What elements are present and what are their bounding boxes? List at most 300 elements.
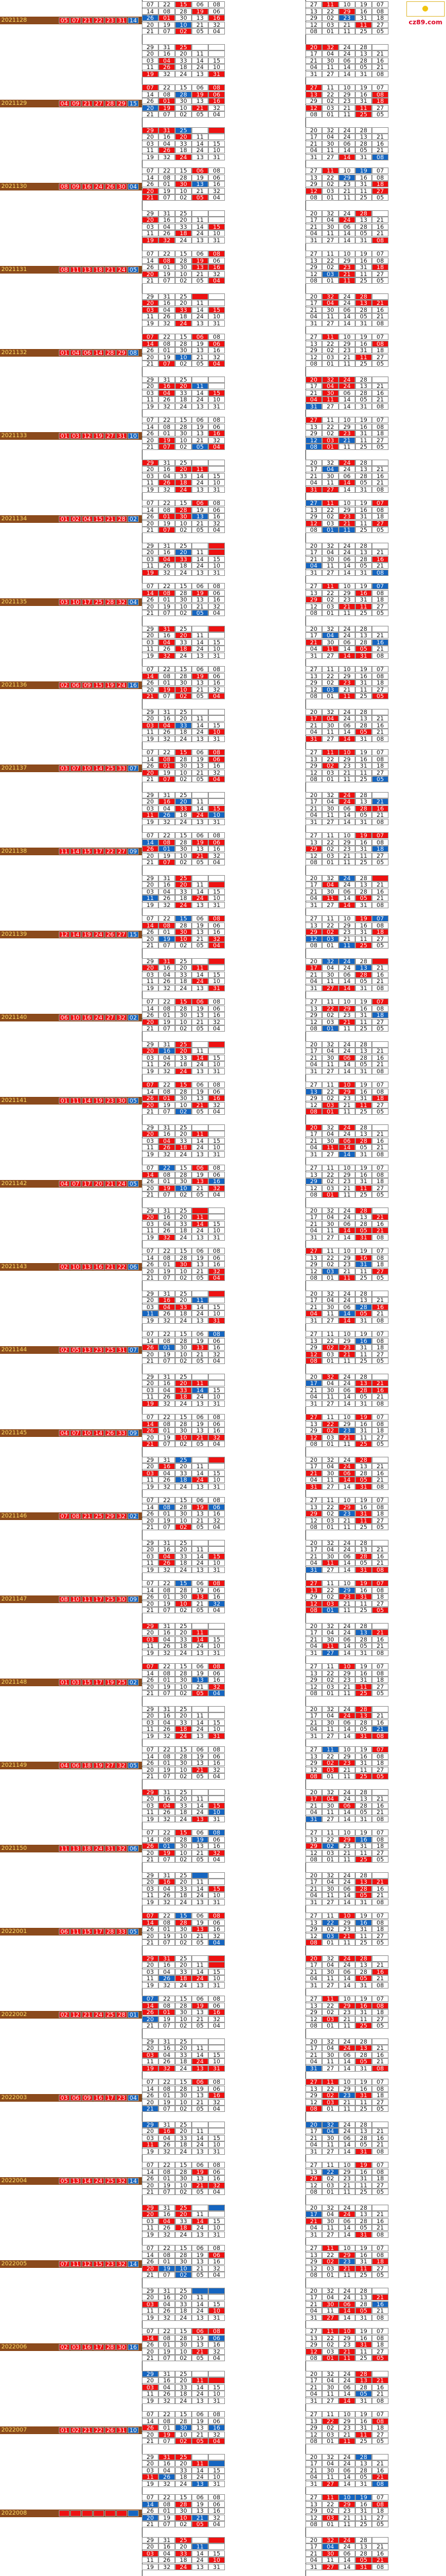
trend-cell: 27 xyxy=(305,2079,322,2085)
trend-cell: 21 xyxy=(192,22,208,28)
trend-cell: 13 xyxy=(355,549,372,555)
trend-cell: 08 xyxy=(158,2086,175,2092)
trend-cell: 21 xyxy=(339,1767,355,1773)
trend-cell: 08 xyxy=(372,1338,388,1344)
trend-cell: 14 xyxy=(339,147,355,153)
trend-cell: 21 xyxy=(339,1102,355,1108)
trend-cell: 02 xyxy=(322,1760,339,1766)
trend-cell: 28 xyxy=(175,1421,192,1427)
issue-label[interactable]: 2022005 xyxy=(0,2260,58,2268)
issue-label[interactable]: 2022007 xyxy=(0,2426,58,2434)
trend-cell: 05 xyxy=(372,1025,388,1032)
trend-cell: 13 xyxy=(355,2460,372,2467)
trend-cell: 21 xyxy=(305,1553,322,1560)
trend-cell: 22 xyxy=(322,1670,339,1677)
trend-cell: 13 xyxy=(355,1048,372,1054)
trend-cell xyxy=(192,376,208,383)
trend-cell: 19 xyxy=(192,258,208,264)
issue-label[interactable]: 2021134 xyxy=(0,515,58,523)
trend-cell: 11 xyxy=(322,1477,339,1483)
issue-label[interactable]: 2021139 xyxy=(0,931,58,938)
trend-cell: 32 xyxy=(158,1733,175,1739)
trend-cell xyxy=(208,2038,225,2045)
trend-cell: 20 xyxy=(175,2211,192,2217)
issue-label[interactable]: 2021130 xyxy=(0,183,58,190)
trend-cell: 26 xyxy=(158,2557,175,2563)
red-ball: 21 xyxy=(105,1181,116,1187)
trend-cell: 21 xyxy=(372,2294,388,2301)
trend-cell: 04 xyxy=(208,1025,225,1032)
trend-cell: 18 xyxy=(175,895,192,901)
trend-cell: 11 xyxy=(192,2543,208,2550)
trend-cell: 20 xyxy=(175,50,192,57)
trend-cell: 22 xyxy=(322,1089,339,1095)
trend-cell: 31 xyxy=(158,2205,175,2211)
trend-cell: 02 xyxy=(175,693,192,699)
trend-cell: 06 xyxy=(208,756,225,763)
blue-ball: 14 xyxy=(128,2178,139,2184)
trend-cell: 18 xyxy=(175,1061,192,1067)
trend-cell: 24 xyxy=(339,383,355,389)
trend-cell: 31 xyxy=(355,1234,372,1241)
trend-cell: 22 xyxy=(158,1829,175,1836)
trend-cell: 18 xyxy=(372,1594,388,1600)
trend-cell: 24 xyxy=(175,1484,192,1490)
trend-cell: 13 xyxy=(355,632,372,639)
trend-cell: 24 xyxy=(175,486,192,493)
issue-label[interactable]: 2021147 xyxy=(0,1595,58,1603)
trend-cell: 14 xyxy=(339,396,355,403)
trend-cell: 21 xyxy=(142,2438,158,2444)
trend-cell: 26 xyxy=(158,2141,175,2148)
trend-cell: 13 xyxy=(192,1427,208,1434)
trend-cell: 11 xyxy=(322,1663,339,1670)
trend-cell: 33 xyxy=(175,2384,192,2391)
trend-cell: 20 xyxy=(142,2515,158,2521)
trend-cell: 15 xyxy=(175,167,192,174)
trend-cell: 21 xyxy=(305,307,322,313)
trend-cell: 18 xyxy=(372,596,388,603)
trend-cell: 20 xyxy=(305,293,322,300)
trend-cell: 30 xyxy=(322,224,339,230)
trend-cell: 08 xyxy=(305,277,322,284)
red-ball: 01 xyxy=(59,350,70,356)
trend-cell: 10 xyxy=(175,1434,192,1441)
trend-cell: 11 xyxy=(355,936,372,942)
trend-cell: 08 xyxy=(208,1996,225,2002)
trend-cell: 27 xyxy=(322,1982,339,1989)
trend-cell: 06 xyxy=(208,590,225,596)
trend-cell: 14 xyxy=(339,563,355,569)
issue-label[interactable]: 2021138 xyxy=(0,848,58,855)
trend-cell: 08 xyxy=(208,666,225,672)
trend-cell: 17 xyxy=(305,549,322,555)
trend-cell: 11 xyxy=(322,1061,339,1067)
trend-cell: 19 xyxy=(142,2148,158,2155)
trend-cell: 13 xyxy=(192,2341,208,2348)
trend-cell: 07 xyxy=(158,2022,175,2029)
trend-cell: 03 xyxy=(322,22,339,28)
trend-cell: 29 xyxy=(339,1836,355,1843)
trend-cell: 03 xyxy=(142,1387,158,1393)
trend-cell: 11 xyxy=(339,194,355,201)
trend-cell xyxy=(192,127,208,134)
trend-cell: 06 xyxy=(208,1255,225,1261)
trend-cell: 14 xyxy=(339,1816,355,1822)
trend-cell: 08 xyxy=(305,1690,322,1696)
trend-cell: 17 xyxy=(305,466,322,472)
trend-cell: 04 xyxy=(158,1553,175,1560)
trend-cell: 10 xyxy=(175,520,192,527)
trend-cell: 27 xyxy=(322,154,339,160)
trend-cell: 25 xyxy=(175,1955,192,1962)
trend-cell: 31 xyxy=(158,1955,175,1962)
issue-label[interactable]: 2021143 xyxy=(0,1263,58,1271)
trend-cell: 15 xyxy=(175,2328,192,2334)
trend-cell: 04 xyxy=(158,888,175,895)
trend-cell: 04 xyxy=(158,1886,175,1892)
red-ball: 14 xyxy=(82,1098,93,1104)
trend-cell: 22 xyxy=(158,2245,175,2251)
trend-cell: 12 xyxy=(305,1933,322,1939)
blue-ball: 09 xyxy=(128,1596,139,1602)
trend-cell: 26 xyxy=(142,679,158,686)
trend-cell: 10 xyxy=(208,812,225,818)
trend-cell: 07 xyxy=(372,1248,388,1254)
trend-cell: 19 xyxy=(192,2252,208,2258)
trend-cell: 30 xyxy=(175,1677,192,1683)
trend-cell: 11 xyxy=(322,2411,339,2417)
trend-cell: 11 xyxy=(322,167,339,174)
trend-cell: 22 xyxy=(158,251,175,257)
trend-cell: 28 xyxy=(355,626,372,632)
trend-cell: 16 xyxy=(158,632,175,639)
trend-cell: 08 xyxy=(372,154,388,160)
trend-cell: 13 xyxy=(192,1926,208,1932)
trend-cell xyxy=(208,127,225,134)
trend-cell: 31 xyxy=(305,1982,322,1989)
issue-label[interactable]: 2022001 xyxy=(0,1928,58,1936)
trend-cell: 23 xyxy=(339,1095,355,1101)
trend-cell: 02 xyxy=(322,181,339,187)
issue-label[interactable]: 2021129 xyxy=(0,100,58,107)
trend-cell: 31 xyxy=(208,403,225,410)
trend-cell xyxy=(192,1124,208,1131)
trend-cell: 11 xyxy=(355,354,372,361)
issue-label[interactable]: 2021141 xyxy=(0,1097,58,1105)
issue-label[interactable]: 2021128 xyxy=(0,17,58,24)
trend-cell: 13 xyxy=(355,1131,372,1137)
trend-cell: 01 xyxy=(322,111,339,118)
trend-cell: 31 xyxy=(305,1484,322,1490)
trend-cell: 22 xyxy=(322,673,339,679)
trend-cell: 01 xyxy=(158,1012,175,1018)
trend-cell: 12 xyxy=(305,1351,322,1358)
trend-cell: 32 xyxy=(208,271,225,277)
trend-cell: 21 xyxy=(372,1726,388,1732)
trend-cell: 04 xyxy=(322,2460,339,2467)
trend-cell: 20 xyxy=(175,1297,192,1303)
trend-cell: 11 xyxy=(322,2494,339,2501)
trend-cell: 08 xyxy=(158,2169,175,2175)
trend-cell: 25 xyxy=(175,2537,192,2543)
trend-cell xyxy=(372,210,388,217)
trend-cell: 23 xyxy=(339,763,355,769)
trend-cell: 24 xyxy=(339,2205,355,2211)
trend-cell: 20 xyxy=(142,687,158,693)
trend-cell: 19 xyxy=(192,2086,208,2092)
trend-cell: 10 xyxy=(175,1351,192,1358)
trend-cell: 24 xyxy=(339,1463,355,1470)
trend-cell: 29 xyxy=(305,2508,322,2514)
trend-cell: 32 xyxy=(322,1041,339,1048)
issue-label[interactable]: 2021144 xyxy=(0,1346,58,1354)
red-ball: 12 xyxy=(82,2261,93,2267)
trend-cell: 05 xyxy=(355,2557,372,2563)
issue-label[interactable]: 2021137 xyxy=(0,764,58,772)
trend-cell: 14 xyxy=(192,722,208,729)
trend-cell: 30 xyxy=(322,1387,339,1393)
trend-cell: 21 xyxy=(372,2058,388,2065)
issue-label[interactable]: 2021133 xyxy=(0,432,58,440)
trend-cell xyxy=(208,210,225,217)
trend-cell: 03 xyxy=(322,2182,339,2189)
trend-cell: 24 xyxy=(192,64,208,70)
trend-cell: 15 xyxy=(208,722,225,729)
issue-label[interactable]: 2021150 xyxy=(0,1845,58,1852)
trend-cell: 32 xyxy=(322,293,339,300)
issue-label[interactable]: 2021148 xyxy=(0,1679,58,1686)
trend-cell: 31 xyxy=(158,293,175,300)
issue-label[interactable]: 2021136 xyxy=(0,681,58,689)
trend-cell: 28 xyxy=(175,2169,192,2175)
trend-cell: 03 xyxy=(142,1304,158,1310)
trend-cell: 28 xyxy=(355,141,372,147)
trend-cell: 01 xyxy=(158,1427,175,1434)
red-ball: 21 xyxy=(82,17,93,24)
trend-cell: 05 xyxy=(372,1275,388,1281)
trend-cell: 07 xyxy=(158,361,175,367)
issue-label[interactable]: 2022002 xyxy=(0,2011,58,2019)
trend-cell: 23 xyxy=(339,430,355,437)
trend-cell: 25 xyxy=(355,610,372,616)
trend-cell: 14 xyxy=(339,1227,355,1234)
red-ball: 31 xyxy=(116,2427,127,2433)
red-ball: 02 xyxy=(59,1347,70,1353)
trend-cell: 04 xyxy=(158,1636,175,1643)
trend-cell: 21 xyxy=(142,1773,158,1780)
trend-cell: 26 xyxy=(158,1892,175,1898)
issue-label[interactable]: 2021135 xyxy=(0,598,58,606)
issue-label[interactable]: 2021131 xyxy=(0,266,58,274)
trend-cell: 31 xyxy=(355,929,372,935)
trend-cell: 18 xyxy=(372,1344,388,1351)
trend-cell: 25 xyxy=(175,1706,192,1712)
trend-cell: 28 xyxy=(355,2052,372,2058)
trend-cell: 28 xyxy=(355,44,372,50)
issue-label[interactable]: 2022008 xyxy=(0,2510,58,2517)
issue-label[interactable]: 2022003 xyxy=(0,2094,58,2102)
trend-cell: 26 xyxy=(142,430,158,437)
trend-cell: 22 xyxy=(322,2003,339,2009)
trend-cell: 18 xyxy=(372,15,388,21)
trend-cell: 20 xyxy=(175,2460,192,2467)
trend-cell: 07 xyxy=(142,1248,158,1254)
trend-cell: 03 xyxy=(322,188,339,194)
trend-cell: 30 xyxy=(322,1138,339,1144)
trend-cell: 30 xyxy=(322,2135,339,2141)
issue-label[interactable]: 2021142 xyxy=(0,1180,58,1188)
trend-cell: 21 xyxy=(192,1268,208,1275)
trend-cell: 32 xyxy=(322,1789,339,1796)
trend-cell: 19 xyxy=(355,500,372,506)
trend-cell: 27 xyxy=(372,22,388,28)
trend-cell: 29 xyxy=(339,2418,355,2425)
trend-cell: 10 xyxy=(175,1268,192,1275)
trend-cell: 05 xyxy=(355,1061,372,1067)
trend-cell: 05 xyxy=(192,2022,208,2029)
trend-cell: 05 xyxy=(372,28,388,35)
trend-cell: 27 xyxy=(372,2265,388,2272)
trend-cell: 23 xyxy=(339,846,355,852)
trend-cell: 08 xyxy=(372,1234,388,1241)
trend-cell: 24 xyxy=(339,44,355,50)
trend-cell: 28 xyxy=(355,1719,372,1726)
trend-cell: 08 xyxy=(158,175,175,181)
trend-cell: 18 xyxy=(175,1560,192,1566)
trend-cell: 13 xyxy=(355,2377,372,2384)
red-ball: 30 xyxy=(116,1098,127,1104)
trend-cell: 32 xyxy=(158,71,175,77)
trend-cell: 32 xyxy=(208,2265,225,2272)
trend-cell: 12 xyxy=(305,2432,322,2438)
trend-cell xyxy=(208,1540,225,1546)
trend-cell: 31 xyxy=(355,736,372,742)
trend-cell: 24 xyxy=(339,1131,355,1137)
trend-cell: 21 xyxy=(372,1297,388,1303)
red-ball: 02 xyxy=(59,1264,70,1270)
issue-label[interactable]: 2021140 xyxy=(0,1014,58,1021)
trend-cell: 08 xyxy=(158,424,175,430)
trend-cell: 13 xyxy=(192,154,208,160)
trend-cell: 08 xyxy=(305,1108,322,1115)
issue-label[interactable]: 2021145 xyxy=(0,1429,58,1437)
trend-cell: 28 xyxy=(175,341,192,347)
trend-cell: 32 xyxy=(322,127,339,134)
trend-cell: 22 xyxy=(322,1421,339,1427)
trend-cell: 06 xyxy=(192,1663,208,1670)
trend-cell: 24 xyxy=(339,1457,355,1463)
trend-cell: 04 xyxy=(208,1524,225,1530)
trend-cell: 10 xyxy=(208,2308,225,2314)
trend-cell: 13 xyxy=(355,1297,372,1303)
trend-cell: 25 xyxy=(355,2521,372,2527)
issue-label[interactable]: 2022004 xyxy=(0,2177,58,2185)
trend-cell: 07 xyxy=(142,2411,158,2417)
trend-cell: 15 xyxy=(208,1553,225,1560)
trend-cell: 14 xyxy=(339,1809,355,1815)
trend-cell: 18 xyxy=(372,264,388,270)
issue-label[interactable]: 2022006 xyxy=(0,2343,58,2351)
trend-cell: 19 xyxy=(355,2162,372,2168)
trend-cell: 12 xyxy=(305,1185,322,1191)
trend-cell: 20 xyxy=(175,965,192,971)
trend-cell: 30 xyxy=(322,1221,339,1227)
trend-cell: 07 xyxy=(372,2245,388,2251)
trend-cell: 08 xyxy=(372,1836,388,1843)
trend-cell: 11 xyxy=(355,22,372,28)
trend-cell: 28 xyxy=(355,1789,372,1796)
trend-cell: 18 xyxy=(175,1310,192,1317)
trend-cell: 19 xyxy=(192,2501,208,2508)
trend-cell: 15 xyxy=(208,2052,225,2058)
trend-cell: 08 xyxy=(372,1317,388,1324)
trend-cell: 27 xyxy=(305,1082,322,1088)
trend-cell: 21 xyxy=(372,881,388,888)
trend-cell: 22 xyxy=(322,2501,339,2508)
trend-cell: 13 xyxy=(192,736,208,742)
trend-cell: 20 xyxy=(142,466,158,472)
trend-cell: 16 xyxy=(158,1796,175,1802)
trend-cell: 31 xyxy=(355,653,372,659)
issue-label[interactable]: 2021149 xyxy=(0,1762,58,1769)
trend-cell xyxy=(192,2537,208,2543)
red-ball: 24 xyxy=(93,1014,104,1021)
trend-cell: 20 xyxy=(175,466,192,472)
trend-cell: 29 xyxy=(305,1926,322,1932)
trend-cell: 11 xyxy=(322,832,339,839)
trend-cell: 31 xyxy=(355,1068,372,1075)
red-ball: 18 xyxy=(93,267,104,273)
trend-cell: 21 xyxy=(372,1796,388,1802)
trend-cell: 20 xyxy=(142,2294,158,2301)
trend-cell: 07 xyxy=(158,1939,175,1946)
trend-cell: 24 xyxy=(175,71,192,77)
trend-cell: 30 xyxy=(175,1261,192,1268)
trend-cell: 29 xyxy=(339,1005,355,1012)
trend-cell xyxy=(208,2460,225,2467)
trend-cell: 10 xyxy=(175,1185,192,1191)
red-ball: 17 xyxy=(93,1928,104,1935)
trend-cell: 04 xyxy=(322,1131,339,1137)
issue-label[interactable]: 2021132 xyxy=(0,349,58,357)
trend-cell: 26 xyxy=(142,1427,158,1434)
trend-cell: 08 xyxy=(305,1524,322,1530)
trend-cell: 13 xyxy=(192,1650,208,1656)
trend-cell: 01 xyxy=(158,2009,175,2015)
trend-cell: 14 xyxy=(142,922,158,929)
trend-cell: 07 xyxy=(158,1441,175,1447)
trend-cell: 21 xyxy=(192,2016,208,2022)
trend-cell: 28 xyxy=(355,2288,372,2294)
trend-cell: 11 xyxy=(339,2355,355,2361)
trend-cell: 11 xyxy=(355,2265,372,2272)
trend-cell: 22 xyxy=(158,1497,175,1503)
trend-cell: 30 xyxy=(322,1055,339,1061)
trend-cell: 08 xyxy=(208,749,225,756)
trend-cell: 06 xyxy=(339,1138,355,1144)
red-ball: 13 xyxy=(82,1264,93,1270)
trend-cell: 05 xyxy=(372,2106,388,2112)
trend-cell: 11 xyxy=(339,859,355,865)
issue-label[interactable]: 2021146 xyxy=(0,1512,58,1520)
trend-cell: 29 xyxy=(142,1789,158,1796)
trend-cell: 10 xyxy=(339,915,355,922)
trend-cell: 29 xyxy=(142,1623,158,1629)
trend-cell: 08 xyxy=(158,756,175,763)
red-ball: 17 xyxy=(93,848,104,855)
trend-cell: 21 xyxy=(192,437,208,444)
